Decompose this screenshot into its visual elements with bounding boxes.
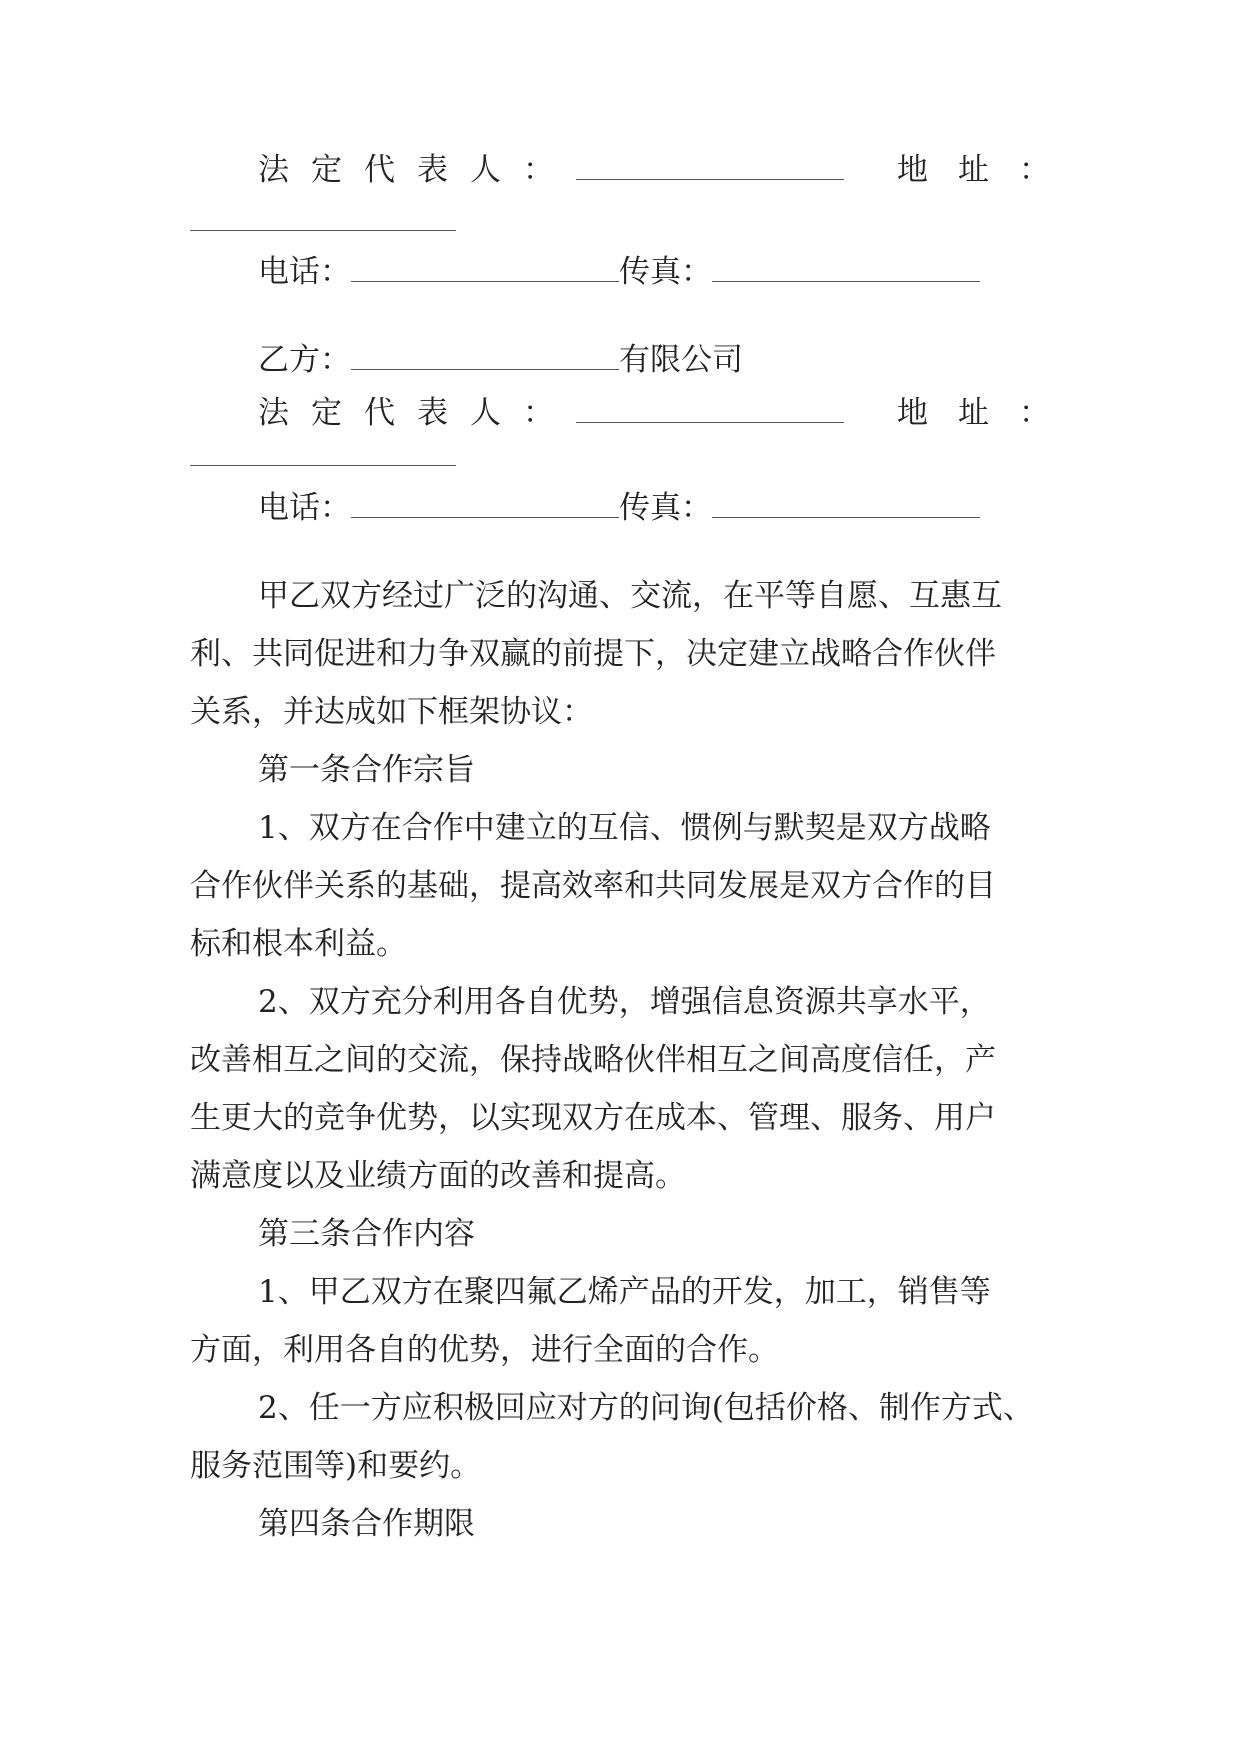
party-a-addr-label: 地址： [897,152,1080,188]
article-1-p1-line-1: 1、双方在合作中建立的互信、惯例与默契是双方战略 [258,810,991,846]
party-b-phone-blank[interactable] [351,489,619,518]
party-a-rep-row [258,150,1080,190]
intro-line-2: 利、共同促进和力争双赢的前提下，决定建立战略合作伙伴 [190,636,996,672]
party-a-phone-label: 电话： [258,254,351,290]
party-b-rep-blank[interactable] [576,394,844,423]
party-b-phone-label: 电话： [258,490,351,526]
party-b-fax-label: 传真： [619,490,712,526]
intro-line-3: 关系，并达成如下框架协议： [190,694,593,730]
party-b-name-blank[interactable] [351,341,619,370]
party-a-fax-blank[interactable] [712,253,980,282]
article-1-p2-line-4: 满意度以及业绩方面的改善和提高。 [190,1158,686,1194]
party-b-fax-blank[interactable] [712,489,980,518]
party-b-company-suffix: 有限公司 [619,342,743,378]
party-a-rep-label: 法定代表人： [258,152,576,188]
party-b-addr-blank[interactable] [190,465,456,466]
party-b-name-label: 乙方： [258,342,351,378]
article-3-title: 第三条合作内容 [258,1216,475,1252]
party-b-name-row [258,340,1050,380]
article-3-p1-line-1: 1、甲乙双方在聚四氟乙烯产品的开发，加工，销售等 [258,1274,991,1310]
party-b-rep-label: 法定代表人： [258,395,576,431]
party-b-contact-row [258,488,1050,528]
article-1-p2-line-1: 2、双方充分利用各自优势，增强信息资源共享水平， [258,984,991,1020]
article-1-p2-line-2: 改善相互之间的交流，保持战略伙伴相互之间高度信任，产 [190,1042,996,1078]
article-3-p2-line-1: 2、任一方应积极回应对方的问询(包括价格、制作方式、 [258,1390,1034,1426]
party-a-fax-label: 传真： [619,254,712,290]
party-b-addr-label: 地址： [897,395,1080,431]
intro-line-1: 甲乙双方经过广泛的沟通、交流，在平等自愿、互惠互 [258,578,1002,614]
party-b-rep-row [258,393,1080,433]
party-a-rep-blank[interactable] [576,151,844,180]
article-4-title: 第四条合作期限 [258,1506,475,1542]
party-a-phone-blank[interactable] [351,253,619,282]
article-3-p2-line-2: 服务范围等)和要约。 [190,1448,482,1484]
article-1-p1-line-3: 标和根本利益。 [190,926,407,962]
article-1-p1-line-2: 合作伙伴关系的基础，提高效率和共同发展是双方合作的目 [190,868,996,904]
article-1-title: 第一条合作宗旨 [258,752,475,788]
party-a-contact-row [258,252,1050,292]
article-3-p1-line-2: 方面，利用各自的优势，进行全面的合作。 [190,1332,779,1368]
party-a-addr-blank[interactable] [190,230,456,231]
article-1-p2-line-3: 生更大的竞争优势，以实现双方在成本、管理、服务、用户 [190,1100,996,1136]
